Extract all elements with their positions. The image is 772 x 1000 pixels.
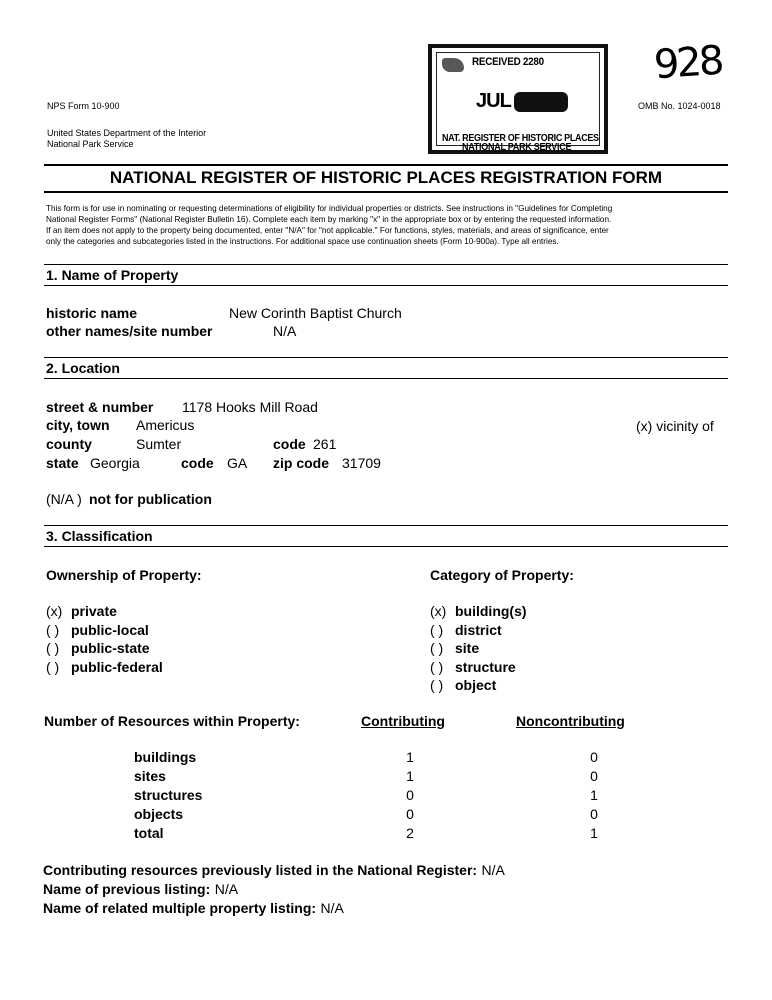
ownership-label: public-state: [71, 640, 150, 656]
other-names-value: N/A: [273, 323, 297, 339]
ownership-list: [46, 603, 163, 677]
category-label: structure: [455, 658, 516, 675]
category-label: building(s): [455, 603, 527, 619]
table-row: [134, 768, 634, 787]
contributing-count: 1: [406, 768, 414, 784]
county-label: county: [46, 436, 92, 452]
ownership-label: public-federal: [71, 658, 163, 675]
county-value: Sumter: [136, 436, 182, 452]
other-names-label: other names/site number: [46, 323, 213, 339]
agency: National Park Service: [47, 139, 134, 149]
list-item: [46, 659, 163, 678]
stamp-received-text: RECEIVED 2280: [472, 56, 544, 68]
noncontributing-count: 1: [590, 787, 598, 803]
table-row: [134, 806, 634, 825]
resources-title: Number of Resources within Property:: [44, 713, 300, 729]
multiple-listing-label: Name of related multiple property listing:: [43, 900, 317, 916]
category-mark: ( ): [430, 658, 444, 675]
ownership-label: private: [71, 603, 117, 619]
county-code-label: code: [273, 436, 306, 452]
category-list: [430, 603, 527, 696]
historic-name-value: New Corinth Baptist Church: [229, 305, 402, 321]
department: United States Department of the Interior: [47, 128, 207, 138]
category-title: Category of Property:: [430, 567, 574, 583]
noncontributing-count: 1: [590, 825, 598, 841]
ownership-mark: ( ): [46, 621, 60, 638]
previous-listing-value: N/A: [214, 881, 239, 897]
list-item: [430, 640, 527, 659]
instructions: [46, 203, 736, 247]
list-item: [430, 622, 527, 641]
instruction-line: If an item does not apply to the property being documented, enter "N/A" for "not applicable." For functions, styles, materials, and areas of significance, enter: [46, 226, 609, 235]
zip-label: zip code: [273, 455, 330, 471]
ownership-title: Ownership of Property:: [46, 567, 202, 583]
noncontributing-count: 0: [590, 768, 598, 784]
previously-listed-line: [43, 862, 505, 880]
section2-top-rule: [44, 357, 728, 358]
section3-bottom-rule: [44, 546, 728, 547]
handwritten-number: 928: [652, 37, 723, 89]
form-title: NATIONAL REGISTER OF HISTORIC PLACES REGISTRATION FORM: [109, 168, 663, 187]
category-mark: ( ): [430, 677, 444, 693]
list-item: [430, 659, 527, 678]
resource-label: total: [134, 825, 164, 841]
title-bottom-rule: [44, 191, 728, 193]
ownership-mark: (x): [46, 603, 63, 619]
resource-label: objects: [134, 806, 184, 822]
stamp-ink-blot: [442, 58, 464, 72]
city-label: city, town: [46, 417, 110, 433]
table-row: [134, 787, 634, 806]
contributing-header: Contributing: [361, 713, 445, 729]
section1-bottom-rule: [44, 285, 728, 286]
section2-title: 2. Location: [46, 360, 120, 376]
noncontributing-count: 0: [590, 749, 598, 765]
ownership-mark: ( ): [46, 640, 60, 656]
category-label: site: [455, 640, 480, 656]
state-value: Georgia: [90, 455, 140, 471]
contributing-count: 0: [406, 787, 414, 803]
state-label: state: [46, 455, 79, 471]
section3-title: 3. Classification: [46, 528, 153, 544]
category-mark: (x): [430, 603, 447, 619]
stamp-service-text: NATIONAL PARK SERVICE: [462, 142, 572, 153]
street-value: 1178 Hooks Mill Road: [182, 399, 318, 415]
ownership-mark: ( ): [46, 658, 60, 675]
historic-name-label: historic name: [46, 305, 138, 321]
previous-listing-line: [43, 881, 238, 899]
publication-label: not for publication: [89, 491, 212, 507]
category-mark: ( ): [430, 621, 444, 638]
stamp-date-text: JUL: [476, 90, 511, 112]
ownership-label: public-local: [71, 621, 149, 638]
multiple-listing-value: N/A: [320, 900, 344, 916]
table-row: [134, 825, 634, 844]
previously-listed-value: N/A: [481, 862, 505, 878]
resource-label: structures: [134, 787, 203, 803]
contributing-count: 0: [406, 806, 414, 822]
county-code-value: 261: [313, 436, 337, 452]
instruction-line: National Register Forms" (National Register Bulletin 16). Complete each item by marking "x" in the appropriate box or by entering the requested information.: [46, 215, 612, 224]
vicinity-text: (x) vicinity of: [636, 418, 714, 434]
previous-listing-label: Name of previous listing:: [43, 881, 211, 897]
noncontributing-header: Noncontributing: [516, 713, 625, 729]
category-label: object: [455, 677, 497, 693]
resource-label: sites: [134, 768, 166, 784]
state-code-value: GA: [227, 455, 248, 471]
city-value: Americus: [136, 417, 195, 433]
title-top-rule: [44, 164, 728, 166]
received-stamp: [428, 44, 608, 154]
zip-value: 31709: [342, 455, 381, 471]
multiple-listing-line: [43, 900, 344, 918]
list-item: [46, 622, 163, 641]
contributing-count: 2: [406, 825, 414, 841]
previously-listed-label: Contributing resources previously listed in the National Register:: [43, 862, 478, 878]
list-item: [430, 677, 527, 696]
resource-label: buildings: [134, 749, 197, 765]
section2-bottom-rule: [44, 378, 728, 379]
section1-title: 1. Name of Property: [46, 267, 179, 283]
instruction-line: only the categories and subcategories listed in the instructions. For additional space use continuation sheets (Form 10-900a). Type all entries.: [46, 237, 559, 246]
category-mark: ( ): [430, 640, 444, 656]
list-item: [46, 603, 163, 622]
section3-top-rule: [44, 525, 728, 526]
noncontributing-count: 0: [590, 806, 598, 822]
stamp-register-text: NAT. REGISTER OF HISTORIC PLACES: [442, 132, 599, 144]
vicinity-flag: [636, 418, 714, 434]
resources-table: [134, 749, 634, 844]
list-item: [46, 640, 163, 659]
stamp-date-blot: [514, 92, 568, 112]
form-number: NPS Form 10-900: [47, 101, 120, 111]
category-label: district: [455, 621, 502, 638]
publication-mark: (N/A ): [46, 491, 82, 507]
contributing-count: 1: [406, 749, 414, 765]
section1-top-rule: [44, 264, 728, 265]
list-item: [430, 603, 527, 622]
state-code-label: code: [181, 455, 214, 471]
omb-number: OMB No. 1024-0018: [638, 101, 721, 111]
instruction-line: This form is for use in nominating or requesting determinations of eligibility for individual properties or districts. See instructions in "Guidelines for Completing: [46, 204, 613, 213]
table-row: [134, 749, 634, 768]
street-label: street & number: [46, 399, 154, 415]
